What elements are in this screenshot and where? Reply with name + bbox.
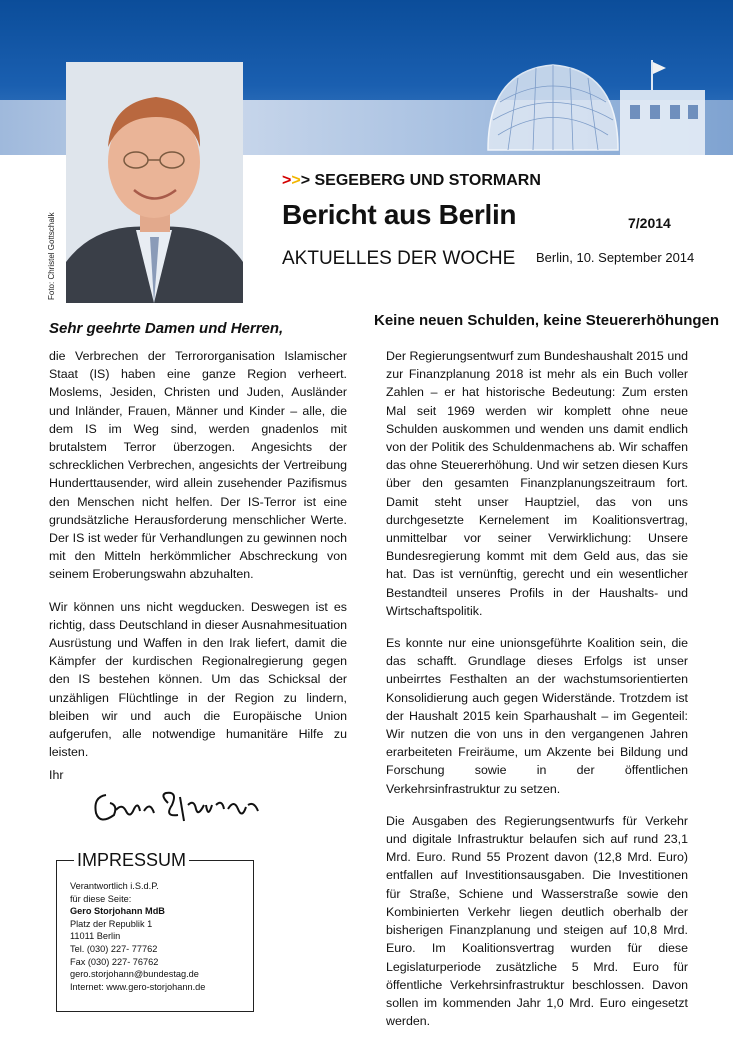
left-paragraph-2: Wir können uns nicht wegducken. Deswegen ist es richtig, dass Deutschland in dieser Ausnahmesituation Ausrüstung und Waffen in den Irak liefert, damit die Kämpfer der kurdischen Regionalregierung gegen den IS bestehen können. Um das Schicksal der unzähligen Flüchtlinge in der Region zu lindern, bleiben wir und auch die Europäische Union aufgerufen, alle notwendige humanitäre Hilfe zu leisten. (49, 599, 347, 760)
article-heading: Keine neuen Schulden, keine Steuererhöhungen (374, 312, 720, 329)
reichstag-tower-graphic (600, 60, 710, 155)
issue-number: 7/2014 (628, 215, 671, 231)
left-paragraph-1: die Verbrechen der Terrororganisation Islamischer Staat (IS) haben eine ganze Region verheert. Moslems, Jesiden, Christen und Juden, Ausländer und Inländer, Frauen, Männer und Kinder – alle, die dem IS im Weg sind, werden gnadenlos mit brutalstem Terror überzogen. Angesichts der schrecklichen Verbrechen, angesichts der Vertreibung Hunderttausender, wird allein zusehender Pazifismus den Menschen nicht helfen. Der IS-Terror ist eine grundsätzliche Herausforderung menschlicher Werte. Der IS ist weder für Verhandlungen zu gewinnen noch mit den Mitteln herkömmlicher Abschreckung von seinem Eroberungswahn abzuhalten. (49, 349, 347, 582)
impressum-tel: Tel. (030) 227- 77762 (70, 943, 158, 954)
left-column (49, 347, 347, 775)
impressum-web[interactable]: Internet: www.gero-storjohann.de (70, 981, 206, 992)
impressum-title: IMPRESSUM (74, 850, 189, 871)
closing: Ihr (49, 768, 64, 782)
impressum-fax: Fax (030) 227- 76762 (70, 956, 159, 967)
impressum-email[interactable]: gero.storjohann@bundestag.de (70, 969, 199, 980)
photo-credit: Foto: Christel Gottschalk (47, 212, 56, 300)
region-label: SEGEBERG UND STORMARN (314, 172, 541, 189)
salutation: Sehr geehrte Damen und Herren, (49, 320, 284, 337)
right-paragraph-3: Die Ausgaben des Regierungsentwurfs für Verkehr und digitale Infrastruktur belaufen sich auf rund 23,1 Mrd. Euro. Rund 55 Prozent davon (12,8 Mrd. Euro) entfallen auf Investitionsausgaben. Die Investitionen für Straße, Schiene und Wasserstraße sowie den Kombinierten Verkehr liegen deutlich oberhalb der bisherigen Finanzplanung und steigen auf 10,8 Mrd. Euro. Im Koalitionsvertrag wurden für diese Legislaturperiode zusätzliche 5 Mrd. Euro für öffentliche Verkehrsinfrastruktur beschlossen. Davon sollen im kommenden Jahr 1,0 Mrd. Euro eingesetzt werden. (386, 813, 688, 1029)
right-paragraph-1: Der Regierungsentwurf zum Bundeshaushalt 2015 und zur Finanzplanung 2018 ist mehr als ein Buch voller Zahlen – er hat historische Bedeutung: Zum ersten Mal seit 1969 werden wir komplett ohne neue Schulden auskommen und wenden uns damit endlich von der Politik des Schuldenmachens ab. Wir schaffen das ohne Steuererhöhung. Und wir setzen diesen Kurs über den gesamten Finanzplanungszeitraum fort. Damit steht unser Hauptziel, das von uns durchgesetzte Kernelement im Koalitionsvertrag, unmittelbar vor seiner Verwirklichung: Unsere Bundesregierung kommt mit dem Geld aus, das sie hat. Das ist vernünftig, gerecht und ein wesentlicher Bestandteil unseres Profils in der Haushalts- und Wirtschaftspolitik. (386, 349, 688, 618)
impressum-details (70, 880, 205, 993)
impressum-city: 11011 Berlin (70, 931, 121, 942)
impressum-street: Platz der Republik 1 (70, 918, 153, 929)
right-paragraph-2: Es konnte nur eine unionsgeführte Koalition sein, die das schafft. Grundlage dieses Erfolgs ist unser unbeirrtes Festhalten an der wachstumsorientierten Konsolidierung auch gegen Widerstände. Trotzdem ist der Haushalt 2015 kein Sparhaushalt – im Gegenteil: Wir nutzen die von uns in den vergangenen Jahren erarbeiteten Freiräume, um Akzente bei Bildung und Forschung sowie in der öffentlichen Verkehrsinfrastruktur zu setzen. (386, 636, 688, 796)
arrows-icon: >>> (282, 172, 311, 189)
impressum-page: für diese Seite: (70, 893, 132, 904)
portrait-photo (66, 62, 243, 303)
right-column (386, 347, 688, 1044)
portrait-illustration (66, 62, 243, 303)
impressum-responsible: Verantwortlich i.S.d.P. (70, 881, 159, 891)
region-line (282, 172, 541, 190)
newsletter-title: Bericht aus Berlin (282, 199, 517, 230)
signature-image (88, 775, 268, 830)
newsletter-subtitle: AKTUELLES DER WOCHE (282, 248, 516, 269)
impressum-name: Gero Storjohann MdB (70, 906, 165, 917)
publication-date: Berlin, 10. September 2014 (536, 250, 695, 265)
